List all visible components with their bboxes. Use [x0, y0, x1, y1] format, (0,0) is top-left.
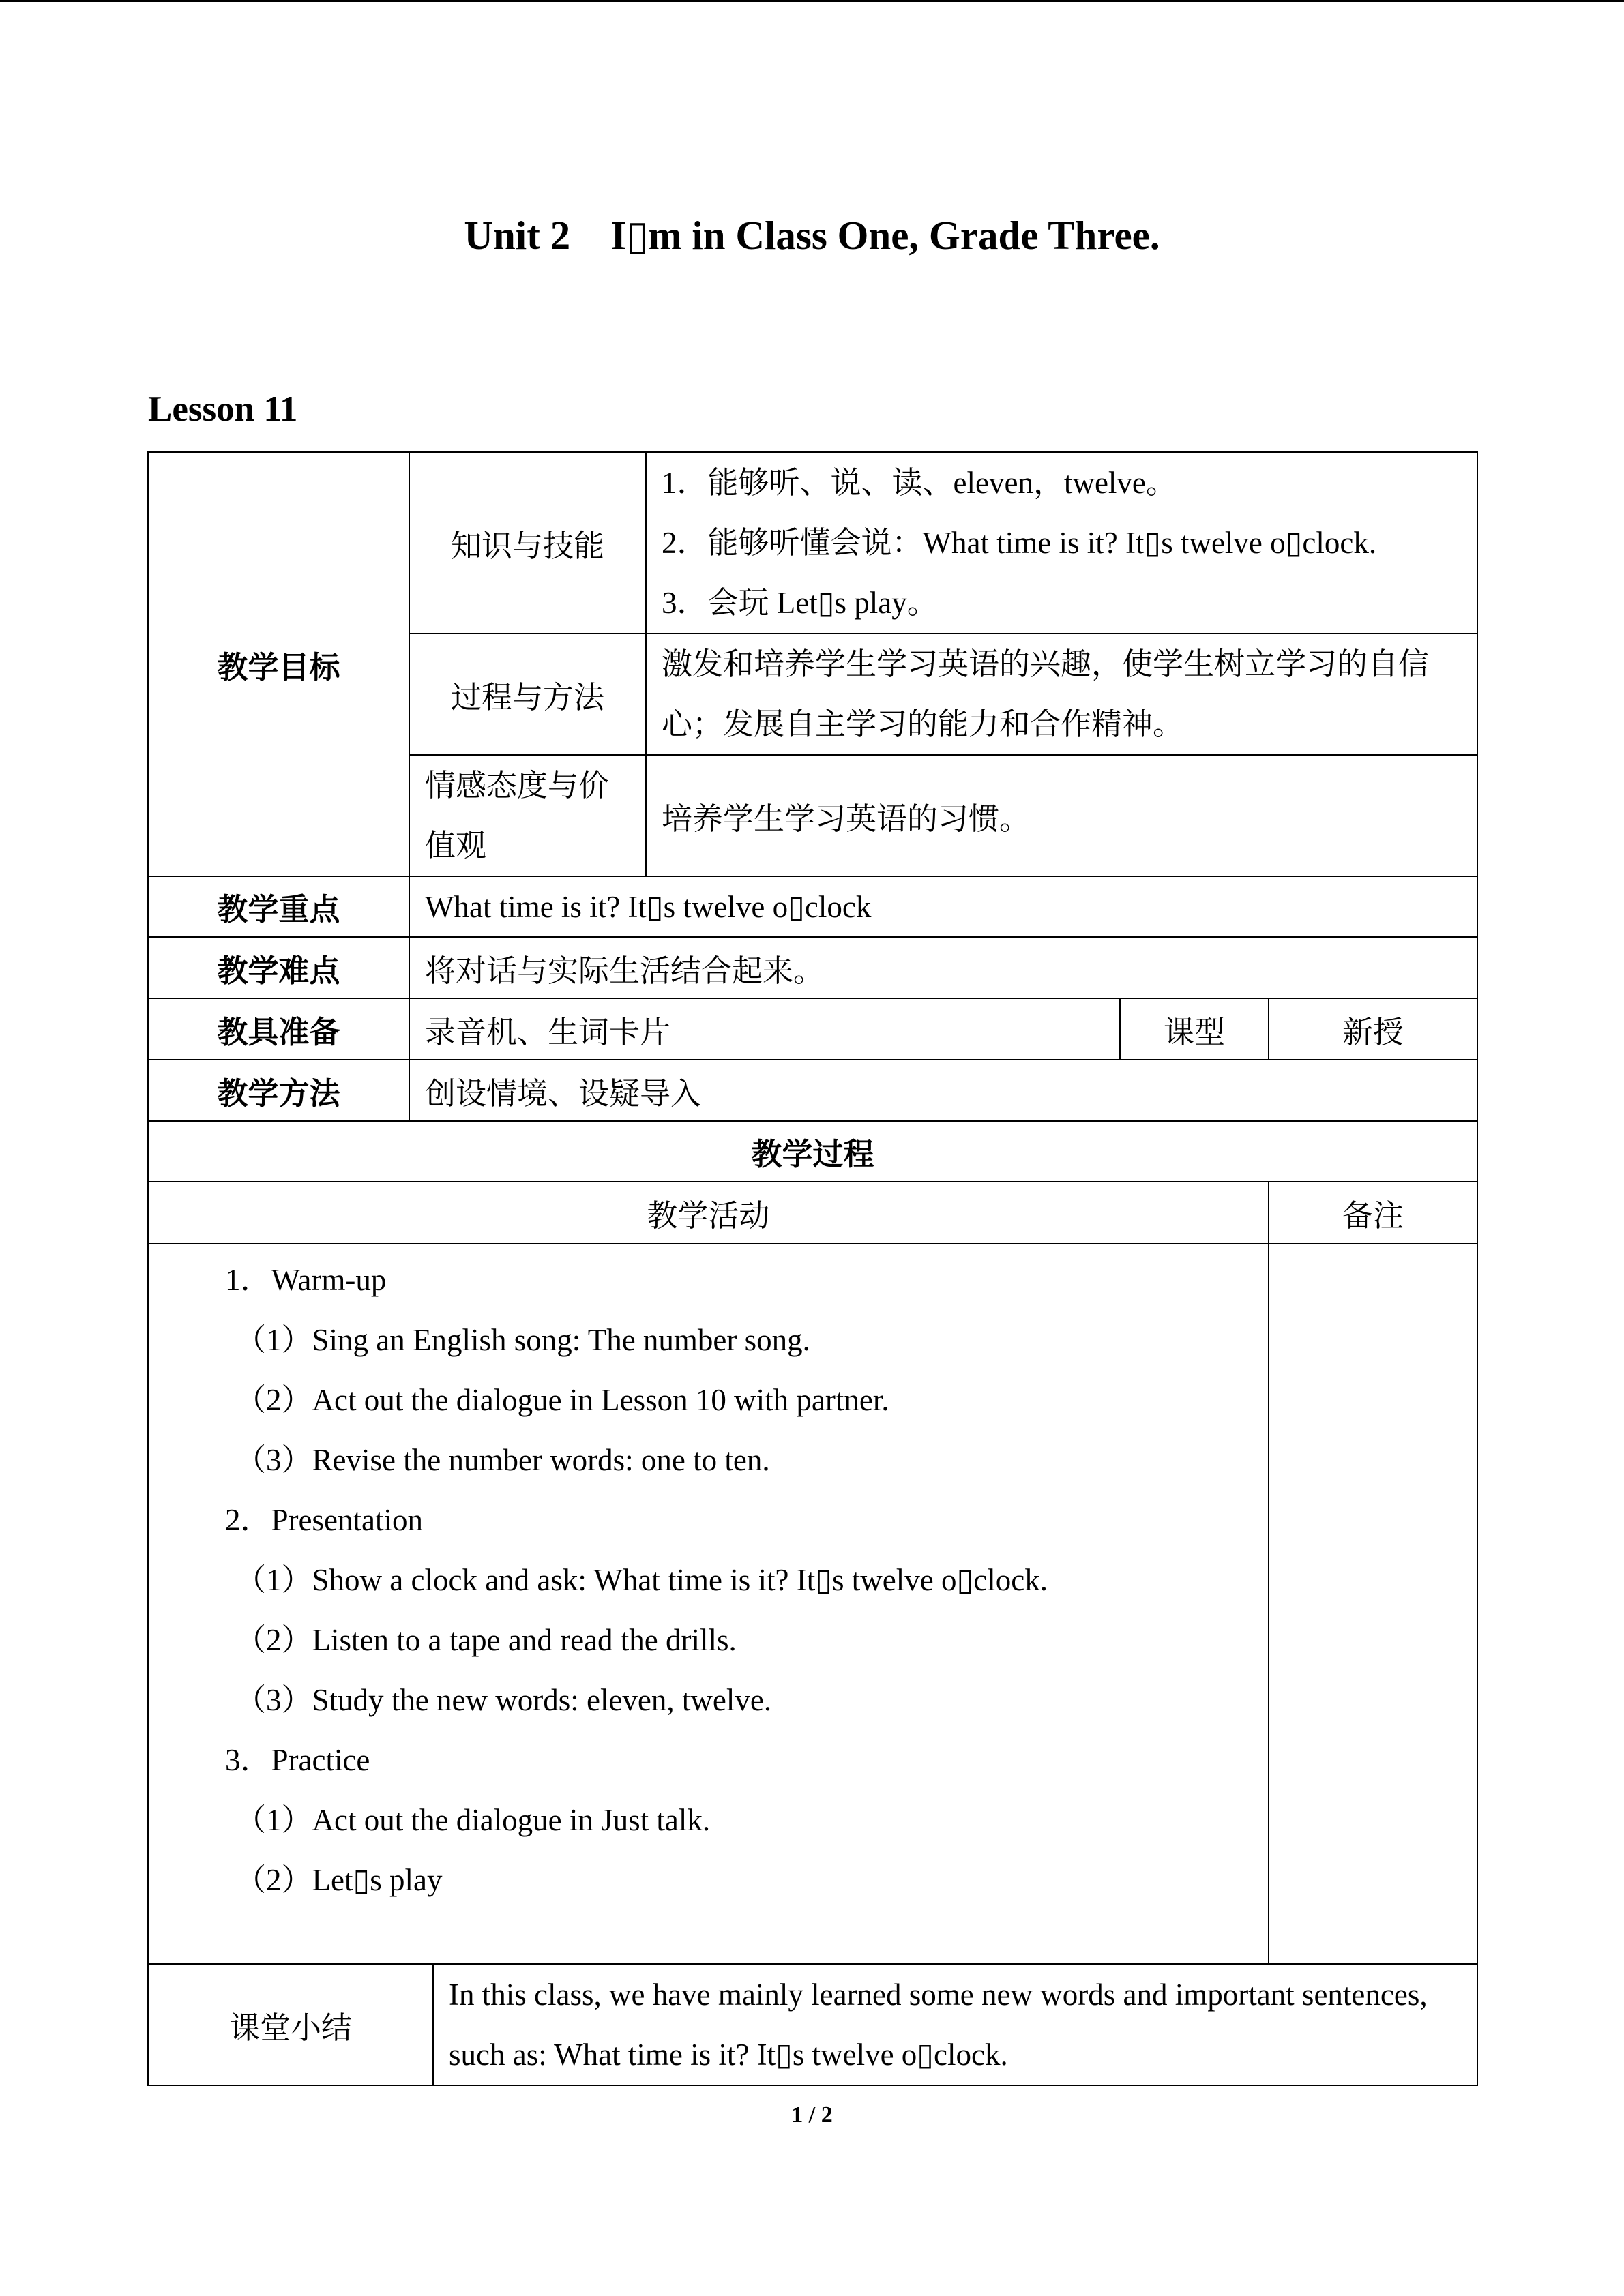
knowledge-item: 3．会玩 Let▯s play。 [662, 586, 938, 620]
objectives-label: 教学目标 [148, 452, 409, 876]
key-point-label: 教学重点 [148, 876, 409, 937]
process-header-row [148, 1121, 1477, 1182]
step-item: （1）Show a clock and ask: What time is it? It▯s twelve o▯clock. [235, 1563, 1048, 1597]
activities-header-row [148, 1182, 1477, 1244]
method-label: 教学方法 [148, 1060, 409, 1121]
method-value: 创设情境、设疑导入 [409, 1060, 1477, 1121]
summary-label: 课堂小结 [148, 1964, 433, 2085]
process-method-text: 激发和培养学生学习英语的兴趣，使学生树立学习的自信心；发展自主学习的能力和合作精神。 [646, 633, 1477, 755]
lesson-type-label: 课型 [1120, 998, 1269, 1060]
knowledge-skills-label: 知识与技能 [409, 452, 646, 633]
objectives-knowledge-row [148, 452, 1477, 633]
knowledge-item: 1．能够听、说、读、eleven，twelve。 [662, 466, 1177, 500]
tools-row [148, 998, 1477, 1060]
lesson-plan-table [147, 451, 1478, 2086]
activities-content [148, 1244, 1269, 1964]
activities-header: 教学活动 [148, 1182, 1269, 1244]
lesson-heading: Lesson 11 [148, 389, 298, 429]
notes-cell [1269, 1244, 1477, 1964]
knowledge-item: 2．能够听懂会说：What time is it? It▯s twelve o▯clock. [662, 526, 1377, 560]
knowledge-skills-content [646, 452, 1477, 633]
activities-row [148, 1244, 1477, 1964]
tools-label: 教具准备 [148, 998, 409, 1060]
step-title: 3．Practice [225, 1743, 370, 1777]
difficulty-value: 将对话与实际生活结合起来。 [409, 937, 1477, 998]
step-item: （1）Act out the dialogue in Just talk. [235, 1803, 711, 1837]
summary-row [148, 1964, 1477, 2085]
step-item: （2）Act out the dialogue in Lesson 10 with partner. [235, 1383, 889, 1417]
lesson-type-value: 新授 [1269, 998, 1477, 1060]
step-item: （3）Study the new words: eleven, twelve. [235, 1683, 772, 1717]
difficulty-label: 教学难点 [148, 937, 409, 998]
method-row [148, 1060, 1477, 1121]
step-item: （3）Revise the number words: one to ten. [235, 1443, 770, 1477]
tools-value: 录音机、生词卡片 [409, 998, 1120, 1060]
page-top-rule [0, 0, 1624, 2]
emotion-values-text: 培养学生学习英语的习惯。 [646, 755, 1477, 876]
step-title: 2．Presentation [225, 1503, 423, 1537]
document-title: Unit 2 I▯m in Class One, Grade Three. [464, 213, 1160, 258]
process-header: 教学过程 [148, 1121, 1477, 1182]
step-item: （2）Let▯s play [235, 1863, 443, 1897]
key-point-value: What time is it? It▯s twelve o▯clock [409, 876, 1477, 937]
process-method-label: 过程与方法 [409, 633, 646, 755]
difficulty-row [148, 937, 1477, 998]
step-item: （2）Listen to a tape and read the drills. [235, 1623, 737, 1657]
page-number: 1 / 2 [791, 2102, 833, 2128]
step-title: 1．Warm-up [225, 1263, 387, 1297]
notes-header: 备注 [1269, 1182, 1477, 1244]
step-item: （1）Sing an English song: The number song. [235, 1323, 810, 1357]
summary-text: In this class, we have mainly learned some new words and important sentences, such as: What time is it? It▯s twelve o▯clock. [433, 1964, 1477, 2085]
key-point-row [148, 876, 1477, 937]
emotion-values-label: 情感态度与价值观 [409, 755, 646, 876]
